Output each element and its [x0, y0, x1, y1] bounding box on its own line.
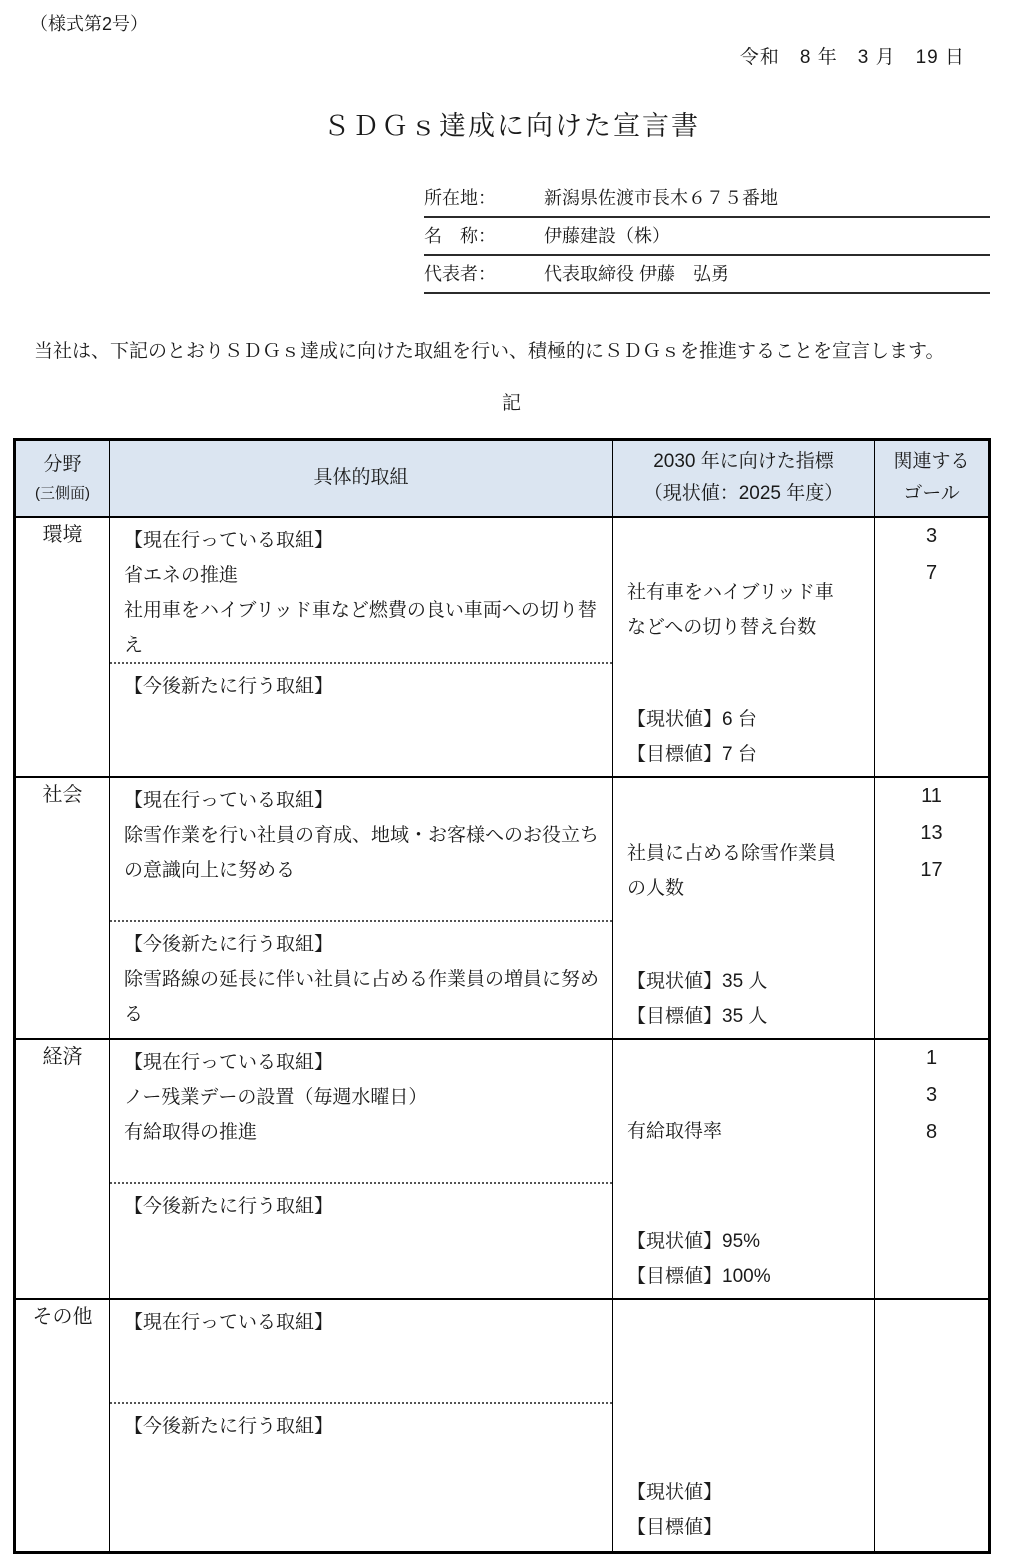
- goal-number: 7: [925, 561, 938, 584]
- header-indicator: [613, 440, 875, 517]
- header-goals-line2: ゴール: [903, 483, 960, 505]
- initiative-text: 除雪作業を行い社員の育成、地域・お客様へのお役立ちの意識向上に努める: [124, 824, 600, 881]
- company-info-block: [424, 180, 990, 294]
- representative-row: [424, 256, 990, 294]
- current-initiatives-section: [110, 1300, 612, 1404]
- future-initiatives-label: 【今後新たに行う取組】: [124, 933, 334, 955]
- table-row-environment: [15, 517, 990, 777]
- header-goals: [875, 440, 990, 517]
- target-value: 【目標値】35 人: [627, 1005, 768, 1027]
- indicator-cell: [613, 777, 875, 1039]
- goals-cell: [875, 1299, 990, 1553]
- current-value: 【現状値】35 人: [627, 970, 768, 992]
- table-row-economy: [15, 1039, 990, 1299]
- indicator-cell: [613, 1039, 875, 1299]
- initiative-text: 有給取得の推進: [124, 1121, 258, 1143]
- current-initiatives-section: [110, 518, 612, 664]
- sdgs-initiatives-table: [13, 438, 991, 1554]
- indicator-cell: [613, 517, 875, 777]
- goal-number: 3: [925, 524, 938, 547]
- header-initiatives: [110, 440, 613, 517]
- note-mark: 記: [501, 393, 521, 414]
- goals-cell: [875, 1039, 990, 1299]
- initiative-text: ノー残業デーの設置（毎週水曜日）: [124, 1086, 428, 1108]
- representative-value: 代表取締役 伊藤 弘勇: [544, 264, 729, 284]
- field-cell: 社会: [15, 777, 110, 1039]
- initiatives-cell: [110, 1299, 613, 1553]
- goals-cell: [875, 517, 990, 777]
- header-field-title: 分野: [43, 454, 82, 476]
- representative-label: 代表者：: [424, 264, 496, 284]
- form-number-label: （様式第2号）: [30, 14, 149, 34]
- target-value: 【目標値】7 台: [627, 743, 757, 765]
- header-field: [15, 440, 110, 517]
- future-initiatives-section: [110, 922, 612, 1038]
- company-name-row: [424, 218, 990, 256]
- goal-number: 11: [921, 784, 942, 807]
- current-initiatives-label: 【現在行っている取組】: [124, 1051, 334, 1073]
- header-goals-line1: 関連する: [893, 451, 970, 473]
- future-initiatives-section: [110, 1184, 612, 1298]
- current-initiatives-label: 【現在行っている取組】: [124, 1311, 334, 1333]
- field-cell: 環境: [15, 517, 110, 777]
- company-name-value: 伊藤建設（株）: [544, 226, 670, 246]
- target-value: 【目標値】100%: [627, 1265, 771, 1287]
- current-initiatives-section: [110, 1040, 612, 1184]
- current-value: 【現状値】95%: [627, 1230, 761, 1252]
- initiatives-cell: [110, 777, 613, 1039]
- initiative-text: 省エネの推進: [124, 564, 239, 586]
- company-address-row: [424, 180, 990, 218]
- table-header-row: [15, 440, 990, 517]
- current-initiatives-section: [110, 778, 612, 922]
- indicator-text: 有給取得率: [627, 1121, 723, 1142]
- declaration-text: 当社は、下記のとおりＳＤＧｓ達成に向けた取組を行い、積極的にＳＤＧｓを推進することを宣言します。: [34, 341, 945, 362]
- initiatives-cell: [110, 517, 613, 777]
- indicator-text: 社有車をハイブリッド車などへの切り替え台数: [627, 581, 834, 638]
- header-indicator-line1: 2030 年に向けた指標: [653, 451, 834, 473]
- initiatives-cell: [110, 1039, 613, 1299]
- current-initiatives-label: 【現在行っている取組】: [124, 789, 334, 811]
- future-initiatives-label: 【今後新たに行う取組】: [124, 1195, 334, 1217]
- address-label: 所在地：: [424, 188, 496, 208]
- initiative-text: 除雪路線の延長に伴い社員に占める作業員の増員に努める: [124, 968, 600, 1025]
- future-initiatives-section: [110, 664, 612, 776]
- goals-cell: [875, 777, 990, 1039]
- goal-number: 3: [925, 1083, 938, 1106]
- current-value: 【現状値】: [627, 1481, 723, 1503]
- future-initiatives-label: 【今後新たに行う取組】: [124, 1415, 334, 1437]
- document-date: 令和 8 年 3 月 19 日: [739, 47, 965, 68]
- page-title: ＳＤＧｓ達成に向けた宣言書: [323, 111, 700, 141]
- table-row-other: [15, 1299, 990, 1553]
- header-initiatives-title: 具体的取組: [313, 467, 409, 489]
- goal-number: 8: [925, 1120, 938, 1143]
- company-name-label: 名 称：: [424, 226, 496, 246]
- table-row-society: [15, 777, 990, 1039]
- goal-number: 17: [920, 858, 943, 881]
- indicator-cell: [613, 1299, 875, 1553]
- goal-number: 13: [920, 821, 943, 844]
- future-initiatives-section: [110, 1404, 612, 1549]
- target-value: 【目標値】: [627, 1516, 723, 1538]
- field-cell: 経済: [15, 1039, 110, 1299]
- current-initiatives-label: 【現在行っている取組】: [124, 529, 334, 551]
- header-field-subtitle: (三側面): [35, 485, 90, 503]
- initiative-text: 社用車をハイブリッド車など燃費の良い車両への切り替え: [124, 599, 597, 656]
- future-initiatives-label: 【今後新たに行う取組】: [124, 675, 334, 697]
- indicator-text: 社員に占める除雪作業員の人数: [627, 842, 837, 899]
- field-cell: その他: [15, 1299, 110, 1553]
- address-value: 新潟県佐渡市長木６７５番地: [544, 188, 778, 208]
- current-value: 【現状値】6 台: [627, 708, 757, 730]
- header-indicator-line2: （現状値：2025 年度）: [643, 483, 844, 505]
- goal-number: 1: [925, 1046, 938, 1069]
